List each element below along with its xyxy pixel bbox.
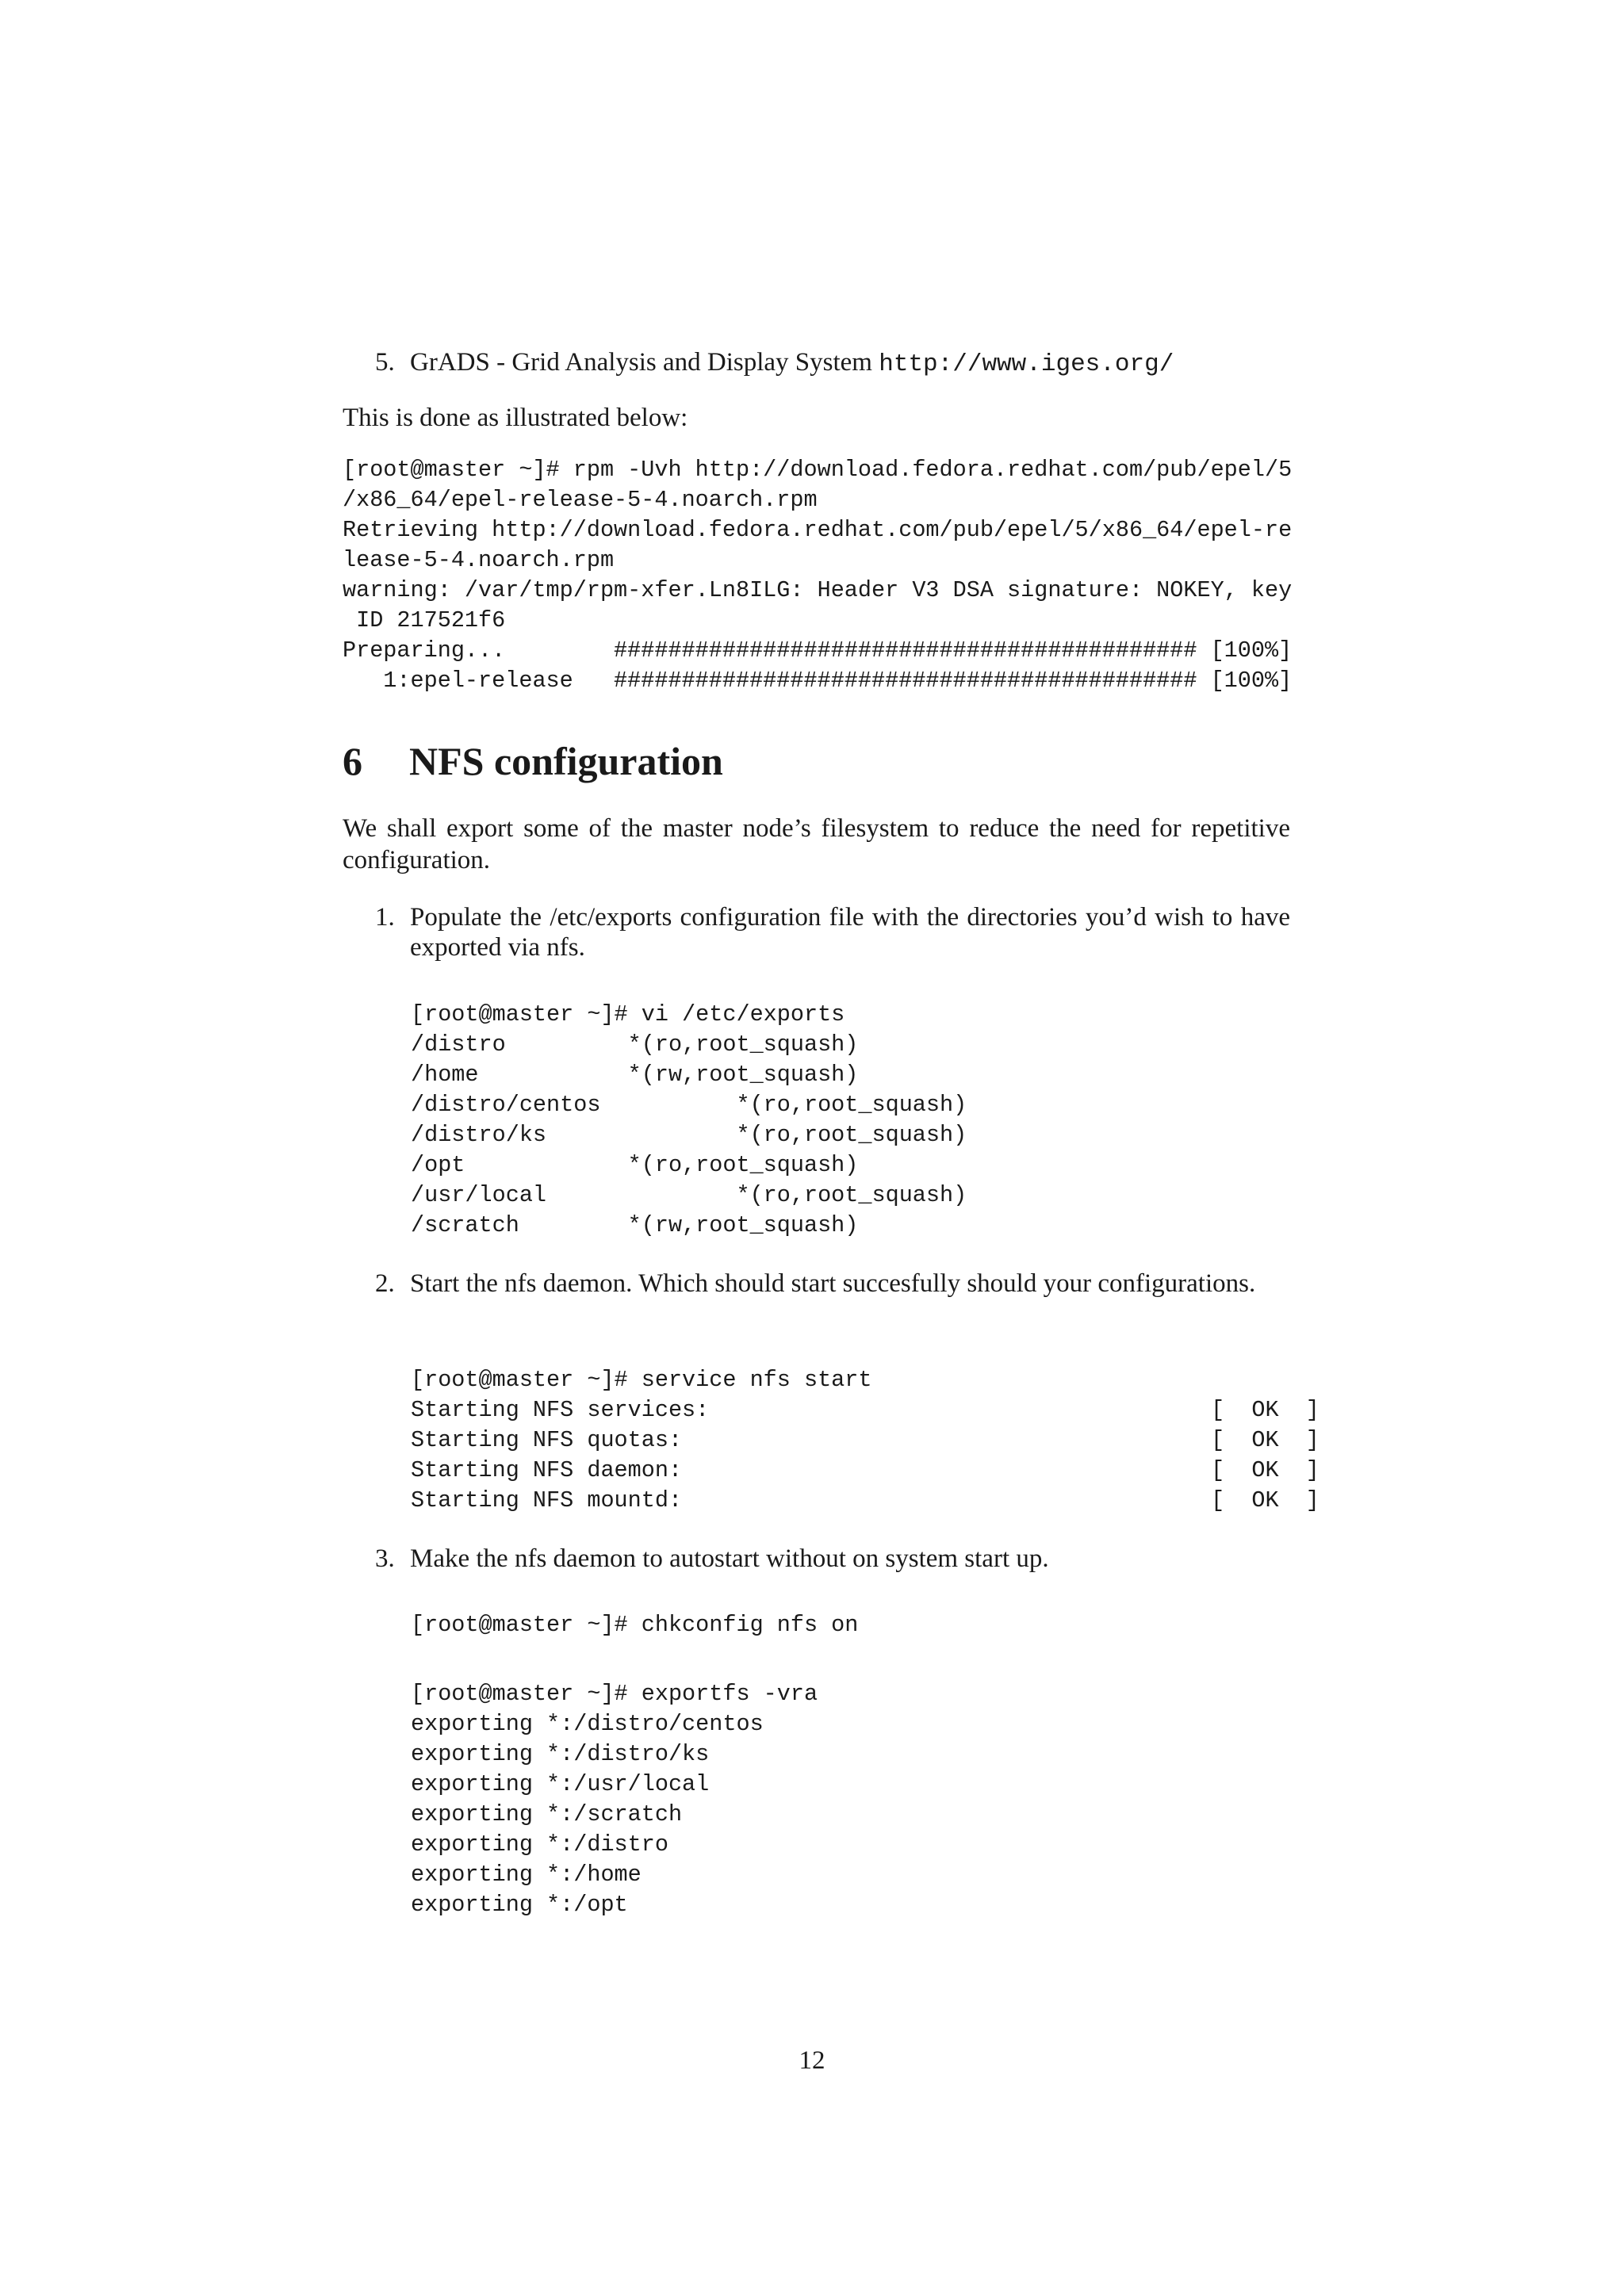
step-text: Make the nfs daemon to autostart without on system start up. — [410, 1544, 1049, 1573]
intro-paragraph: This is done as illustrated below: — [343, 404, 688, 432]
step-number: 1. — [375, 903, 395, 932]
rpm-code-block: [root@master ~]# rpm -Uvh http://download.fedora.redhat.com/pub/epel/5 /x86_64/epel-release-5-4.noarch.rpm Retrieving http://download.fedora.redhat.com/pub/epel/5/x86_64/epel-re lease-5-4.noarch.rpm warning: /var/tmp/rpm-xfer.Ln8ILG: Header V3 DSA signature: NOKEY, key ID 217521f6 Preparing... ########################################### [100%] 1:epel-release ########################################### [100%] — [343, 457, 1293, 694]
exportfs-code-block: [root@master ~]# exportfs -vra exporting *:/distro/centos exporting *:/distro/ks exporting *:/usr/local exporting *:/scratch exporting *:/distro exporting *:/home exporting *:/opt — [411, 1681, 818, 1918]
step-2 — [375, 1269, 1290, 1299]
chkconfig-code-block: [root@master ~]# chkconfig nfs on — [411, 1612, 859, 1638]
step-text: Start the nfs daemon. Which should start succesfully should your configurations. — [410, 1269, 1256, 1298]
section-intro-paragraph: We shall export some of the master node’s filesystem to reduce the need for repetitive configuration. — [343, 814, 1290, 874]
list-item-grads — [375, 346, 1174, 381]
list-item-number: 5. — [375, 348, 395, 377]
step-number: 2. — [375, 1269, 395, 1298]
list-item-text: GrADS - Grid Analysis and Display System — [410, 348, 872, 377]
nfs-start-code-block: [root@master ~]# service nfs start Starting NFS services: [ OK ] Starting NFS quotas: [ OK ] Starting NFS daemon: [ OK ] Starting NFS mountd: [ OK ] — [411, 1367, 1320, 1513]
section-title: NFS configuration — [409, 739, 723, 783]
step-number: 3. — [375, 1544, 395, 1573]
exports-code-block: [root@master ~]# vi /etc/exports /distro *(ro,root_squash) /home *(rw,root_squash) /distro/centos *(ro,root_squash) /distro/ks *(ro,root_squash) /opt *(ro,root_squash) /usr/local *(ro,root_squash) /scratch *(rw,root_squash) — [411, 1001, 967, 1238]
step-1 — [375, 902, 1290, 962]
page-number: 12 — [799, 2046, 825, 2075]
grads-url: http://www.iges.org/ — [879, 350, 1174, 378]
step-text: Populate the /etc/exports configuration file with the directories you’d wish to have exported via nfs. — [410, 903, 1290, 962]
section-number: 6 — [343, 739, 362, 783]
section-heading — [343, 737, 723, 785]
step-3 — [375, 1544, 1290, 1574]
